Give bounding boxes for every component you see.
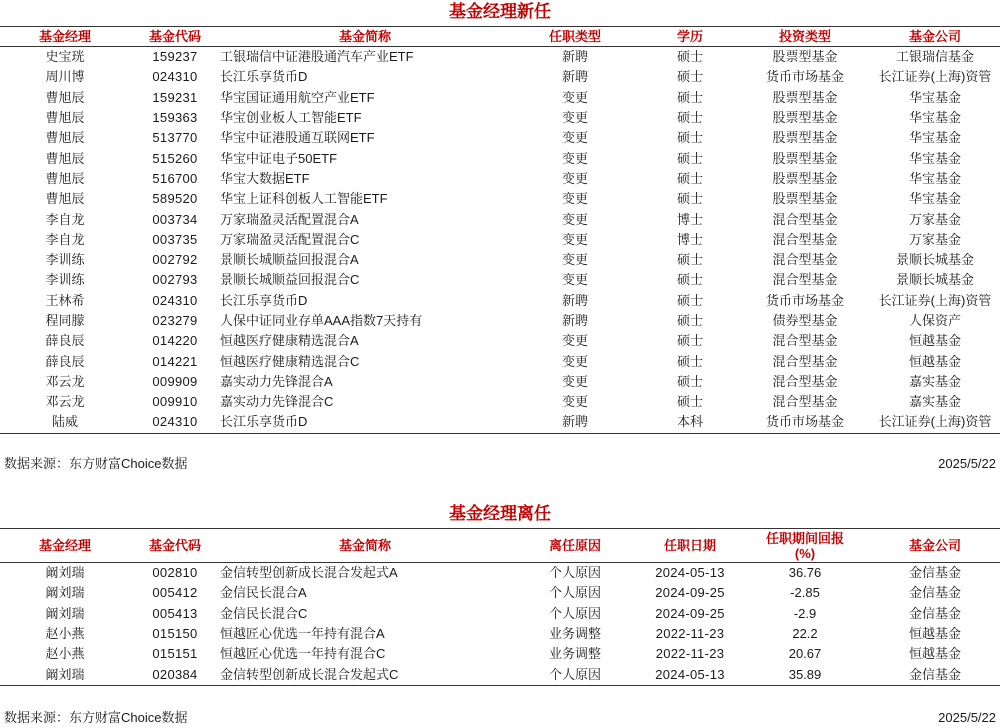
table-row xyxy=(0,230,1000,250)
cell-company: 华宝基金 xyxy=(908,191,961,207)
cell-manager: 阚刘瑞 xyxy=(45,585,85,601)
tenure-return-label: 任职期间回报 xyxy=(765,530,844,546)
table-row xyxy=(0,644,1000,664)
cell-fund-name: 华宝大数据ETF xyxy=(220,170,310,186)
cell-appointment-type: 变更 xyxy=(561,231,588,247)
table-row xyxy=(0,311,1000,331)
col-header-code: 基金代码 xyxy=(130,27,220,47)
cell-appointment-type: 变更 xyxy=(561,373,588,389)
cell-fund-name: 景顺长城顺益回报混合A xyxy=(220,252,359,268)
cell-education: 硕士 xyxy=(676,110,703,126)
table-row xyxy=(0,148,1000,168)
cell-code: 002793 xyxy=(152,272,198,288)
cell-manager: 程同朦 xyxy=(45,313,85,328)
cell-manager: 曹旭辰 xyxy=(45,130,85,146)
cell-tenure-start: 2024-05-13 xyxy=(655,565,725,581)
cell-code: 005412 xyxy=(152,585,198,601)
cell-education: 硕士 xyxy=(676,191,703,207)
cell-fund-name: 恒越医疗健康精选混合A xyxy=(220,333,359,349)
cell-investment-type: 混合型基金 xyxy=(772,231,838,247)
departing-managers-title: 基金经理离任 xyxy=(449,504,551,523)
table-row xyxy=(0,108,1000,128)
table-row xyxy=(0,291,1000,311)
cell-fund-name: 金信民长混合C xyxy=(220,605,308,621)
new-footer xyxy=(0,454,1000,474)
col-header-leave-reason: 离任原因 xyxy=(510,529,640,563)
cell-company: 华宝基金 xyxy=(908,170,961,186)
cell-education: 硕士 xyxy=(676,313,703,328)
cell-investment-type: 股票型基金 xyxy=(772,130,838,146)
cell-investment-type: 混合型基金 xyxy=(772,211,838,227)
cell-investment-type: 货币市场基金 xyxy=(765,292,844,308)
cell-manager: 曹旭辰 xyxy=(45,89,85,105)
cell-code: 002810 xyxy=(152,565,198,581)
cell-code: 159363 xyxy=(152,110,198,126)
cell-fund-name: 金信转型创新成长混合发起式A xyxy=(220,565,398,581)
cell-code: 023279 xyxy=(152,313,198,328)
data-source-note: 数据来源：东方财富Choice数据 xyxy=(4,709,188,725)
cell-tenure-start: 2022-11-23 xyxy=(655,626,725,642)
cell-fund-name: 景顺长城顺益回报混合C xyxy=(220,272,360,288)
cell-appointment-type: 变更 xyxy=(561,353,588,369)
cell-leave-reason: 个人原因 xyxy=(548,605,601,621)
cell-education: 硕士 xyxy=(676,150,703,166)
cell-education: 硕士 xyxy=(676,353,703,369)
cell-code: 009909 xyxy=(152,373,198,389)
cell-leave-reason: 业务调整 xyxy=(548,646,601,662)
cell-company: 金信基金 xyxy=(908,605,961,621)
cell-leave-reason: 个人原因 xyxy=(548,565,601,581)
cell-manager: 王林希 xyxy=(45,292,85,308)
cell-manager: 李训练 xyxy=(45,272,85,288)
cell-investment-type: 债券型基金 xyxy=(772,313,838,328)
new-table-header-row xyxy=(0,27,1000,47)
cell-code: 515260 xyxy=(152,150,198,166)
cell-education: 硕士 xyxy=(676,89,703,105)
cell-tenure-return: 22.2 xyxy=(792,626,818,642)
departing-table-header-row xyxy=(0,529,1000,563)
cell-leave-reason: 个人原因 xyxy=(510,664,640,685)
cell-investment-type: 混合型基金 xyxy=(772,394,838,410)
col-header-code: 基金代码 xyxy=(130,529,220,563)
cell-education: 本科 xyxy=(640,412,740,433)
cell-education: 博士 xyxy=(676,211,703,227)
cell-fund-name: 嘉实动力先锋混合C xyxy=(220,394,334,410)
cell-company: 金信基金 xyxy=(908,585,961,601)
cell-tenure-start: 2022-11-23 xyxy=(655,646,725,662)
table-row xyxy=(0,664,1000,685)
col-header-education: 学历 xyxy=(640,27,740,47)
cell-code: 024310 xyxy=(152,292,198,308)
table-row xyxy=(0,604,1000,624)
cell-code: 014220 xyxy=(152,333,198,349)
cell-company: 长江证券(上海)资管 xyxy=(878,292,992,308)
cell-company: 华宝基金 xyxy=(908,89,961,105)
table-row xyxy=(0,128,1000,148)
cell-fund-name: 华宝国证通用航空产业ETF xyxy=(220,89,375,105)
col-header-fund-name: 基金简称 xyxy=(220,529,510,563)
cell-company: 人保资产 xyxy=(908,313,961,328)
cell-company: 景顺长城基金 xyxy=(895,252,974,268)
col-header-manager: 基金经理 xyxy=(0,529,130,563)
cell-manager: 邓云龙 xyxy=(45,373,85,389)
cell-investment-type: 股票型基金 xyxy=(772,191,838,207)
cell-manager: 薛良辰 xyxy=(45,333,85,349)
cell-investment-type: 货币市场基金 xyxy=(740,412,870,433)
cell-fund-name: 长江乐享货币D xyxy=(220,292,308,308)
cell-education: 硕士 xyxy=(676,373,703,389)
cell-company: 华宝基金 xyxy=(908,130,961,146)
cell-fund-name: 金信转型创新成长混合发起式C xyxy=(220,664,510,685)
table-row xyxy=(0,250,1000,270)
cell-tenure-return: 35.89 xyxy=(740,664,870,685)
cell-company: 恒越基金 xyxy=(908,353,961,369)
cell-appointment-type: 变更 xyxy=(561,170,588,186)
cell-appointment-type: 变更 xyxy=(561,89,588,105)
cell-fund-name: 恒越匠心优选一年持有混合C xyxy=(220,646,386,662)
col-header-company: 基金公司 xyxy=(870,27,1000,47)
cell-code: 015150 xyxy=(152,626,198,642)
cell-company: 万家基金 xyxy=(908,231,961,247)
col-header-appointment-type: 任职类型 xyxy=(510,27,640,47)
cell-code: 003735 xyxy=(152,231,198,247)
cell-code: 516700 xyxy=(152,170,198,186)
cell-appointment-type: 变更 xyxy=(561,211,588,227)
cell-manager: 曹旭辰 xyxy=(45,150,85,166)
cell-code: 024310 xyxy=(130,412,220,433)
cell-code: 005413 xyxy=(152,605,198,621)
cell-fund-name: 万家瑞盈灵活配置混合A xyxy=(220,211,359,227)
col-header-investment-type: 投资类型 xyxy=(740,27,870,47)
table-row xyxy=(0,270,1000,290)
cell-company: 嘉实基金 xyxy=(908,394,961,410)
data-source-note: 数据来源：东方财富Choice数据 xyxy=(4,455,188,471)
table-row xyxy=(0,47,1000,68)
cell-appointment-type: 新聘 xyxy=(561,49,588,65)
cell-education: 硕士 xyxy=(676,170,703,186)
table-row xyxy=(0,351,1000,371)
tenure-return-unit: (%) xyxy=(794,545,816,561)
cell-fund-name: 嘉实动力先锋混合A xyxy=(220,373,333,389)
cell-appointment-type: 变更 xyxy=(561,333,588,349)
cell-company: 恒越基金 xyxy=(908,626,961,642)
cell-manager: 赵小燕 xyxy=(45,646,85,662)
cell-tenure-start: 2024-09-25 xyxy=(655,585,725,601)
cell-manager: 阚刘瑞 xyxy=(45,565,85,581)
cell-education: 硕士 xyxy=(676,130,703,146)
table-row xyxy=(0,624,1000,644)
cell-manager: 周川博 xyxy=(45,69,85,85)
cell-appointment-type: 新聘 xyxy=(561,69,588,85)
cell-company: 万家基金 xyxy=(908,211,961,227)
cell-fund-name: 人保中证同业存单AAA指数7天持有 xyxy=(220,313,423,328)
col-header-tenure-start: 任职日期 xyxy=(640,529,740,563)
table-row xyxy=(0,563,1000,584)
departing-managers-table xyxy=(0,528,1000,686)
cell-investment-type: 股票型基金 xyxy=(772,170,838,186)
cell-manager: 李训练 xyxy=(45,252,85,268)
cell-appointment-type: 变更 xyxy=(561,272,588,288)
report-date: 2025/5/22 xyxy=(938,709,996,725)
cell-leave-reason: 业务调整 xyxy=(548,626,601,642)
cell-manager: 薛良辰 xyxy=(45,353,85,369)
departing-managers-section xyxy=(0,502,1000,728)
cell-manager: 曹旭辰 xyxy=(45,110,85,126)
table-row xyxy=(0,583,1000,603)
cell-appointment-type: 新聘 xyxy=(510,412,640,433)
cell-manager: 曹旭辰 xyxy=(45,170,85,186)
cell-manager: 史宝珖 xyxy=(45,49,85,65)
cell-fund-name: 工银瑞信中证港股通汽车产业ETF xyxy=(220,49,414,65)
cell-investment-type: 混合型基金 xyxy=(772,272,838,288)
cell-code: 014221 xyxy=(152,353,198,369)
cell-company: 嘉实基金 xyxy=(908,373,961,389)
cell-code: 020384 xyxy=(130,664,220,685)
cell-investment-type: 混合型基金 xyxy=(772,333,838,349)
cell-code: 024310 xyxy=(152,69,198,85)
table-row xyxy=(0,88,1000,108)
cell-education: 硕士 xyxy=(676,272,703,288)
cell-manager: 曹旭辰 xyxy=(45,191,85,207)
cell-education: 硕士 xyxy=(676,252,703,268)
cell-investment-type: 货币市场基金 xyxy=(765,69,844,85)
cell-company: 恒越基金 xyxy=(908,333,961,349)
cell-code: 589520 xyxy=(152,191,198,207)
col-header-tenure-return xyxy=(740,529,870,563)
cell-fund-name: 华宝上证科创板人工智能ETF xyxy=(220,191,388,207)
cell-fund-name: 华宝创业板人工智能ETF xyxy=(220,110,362,126)
cell-fund-name: 万家瑞盈灵活配置混合C xyxy=(220,231,360,247)
cell-appointment-type: 变更 xyxy=(561,394,588,410)
col-header-company: 基金公司 xyxy=(870,529,1000,563)
table-row xyxy=(0,372,1000,392)
cell-tenure-return: -2.9 xyxy=(793,605,817,621)
cell-investment-type: 股票型基金 xyxy=(772,89,838,105)
cell-code: 159231 xyxy=(152,89,198,105)
cell-manager: 陆威 xyxy=(0,412,130,433)
col-header-manager: 基金经理 xyxy=(0,27,130,47)
cell-code: 015151 xyxy=(152,646,198,662)
cell-code: 009910 xyxy=(152,394,198,410)
cell-code: 003734 xyxy=(152,211,198,227)
cell-tenure-start: 2024-05-13 xyxy=(640,664,740,685)
cell-leave-reason: 个人原因 xyxy=(548,585,601,601)
cell-education: 硕士 xyxy=(676,333,703,349)
cell-appointment-type: 新聘 xyxy=(561,313,588,328)
cell-company: 长江证券(上海)资管 xyxy=(870,412,1000,433)
cell-education: 硕士 xyxy=(676,49,703,65)
table-row xyxy=(0,189,1000,209)
cell-fund-name: 华宝中证电子50ETF xyxy=(220,150,338,166)
cell-code: 513770 xyxy=(152,130,198,146)
cell-investment-type: 混合型基金 xyxy=(772,353,838,369)
departing-footer xyxy=(0,708,1000,728)
cell-company: 景顺长城基金 xyxy=(895,272,974,288)
cell-fund-name: 恒越医疗健康精选混合C xyxy=(220,353,360,369)
cell-manager: 李自龙 xyxy=(45,231,85,247)
cell-fund-name: 华宝中证港股通互联网ETF xyxy=(220,130,375,146)
cell-education: 博士 xyxy=(676,231,703,247)
report-date: 2025/5/22 xyxy=(938,455,996,471)
cell-manager: 赵小燕 xyxy=(45,626,85,642)
new-managers-title: 基金经理新任 xyxy=(449,2,551,21)
cell-manager: 阚刘瑞 xyxy=(0,664,130,685)
table-row xyxy=(0,67,1000,87)
cell-appointment-type: 新聘 xyxy=(561,292,588,308)
cell-company: 金信基金 xyxy=(870,664,1000,685)
cell-company: 华宝基金 xyxy=(908,110,961,126)
cell-manager: 李自龙 xyxy=(45,211,85,227)
cell-company: 华宝基金 xyxy=(908,150,961,166)
cell-fund-name: 恒越匠心优选一年持有混合A xyxy=(220,626,385,642)
table-row xyxy=(0,412,1000,433)
cell-education: 硕士 xyxy=(676,394,703,410)
cell-appointment-type: 变更 xyxy=(561,110,588,126)
cell-appointment-type: 变更 xyxy=(561,252,588,268)
cell-investment-type: 混合型基金 xyxy=(772,373,838,389)
cell-fund-name: 长江乐享货币D xyxy=(220,69,308,85)
col-header-fund-name: 基金简称 xyxy=(220,27,510,47)
cell-appointment-type: 变更 xyxy=(561,130,588,146)
cell-education: 硕士 xyxy=(676,292,703,308)
cell-code: 002792 xyxy=(152,252,198,268)
cell-code: 159237 xyxy=(152,49,198,65)
cell-education: 硕士 xyxy=(676,69,703,85)
table-row xyxy=(0,169,1000,189)
cell-appointment-type: 变更 xyxy=(561,150,588,166)
cell-tenure-return: -2.85 xyxy=(790,585,820,601)
table-row xyxy=(0,209,1000,229)
cell-company: 工银瑞信基金 xyxy=(895,49,974,65)
cell-manager: 邓云龙 xyxy=(45,394,85,410)
table-row xyxy=(0,392,1000,412)
cell-tenure-return: 20.67 xyxy=(788,646,822,662)
cell-tenure-start: 2024-09-25 xyxy=(655,605,725,621)
cell-appointment-type: 变更 xyxy=(561,191,588,207)
cell-company: 长江证券(上海)资管 xyxy=(878,69,992,85)
cell-investment-type: 股票型基金 xyxy=(772,150,838,166)
cell-tenure-return: 36.76 xyxy=(788,565,822,581)
cell-fund-name: 金信民长混合A xyxy=(220,585,307,601)
cell-fund-name: 长江乐享货币D xyxy=(220,412,510,433)
table-row xyxy=(0,331,1000,351)
cell-investment-type: 混合型基金 xyxy=(772,252,838,268)
new-managers-table xyxy=(0,26,1000,434)
cell-company: 金信基金 xyxy=(908,565,961,581)
cell-investment-type: 股票型基金 xyxy=(772,110,838,126)
cell-company: 恒越基金 xyxy=(908,646,961,662)
cell-investment-type: 股票型基金 xyxy=(772,49,838,65)
cell-manager: 阚刘瑞 xyxy=(45,605,85,621)
